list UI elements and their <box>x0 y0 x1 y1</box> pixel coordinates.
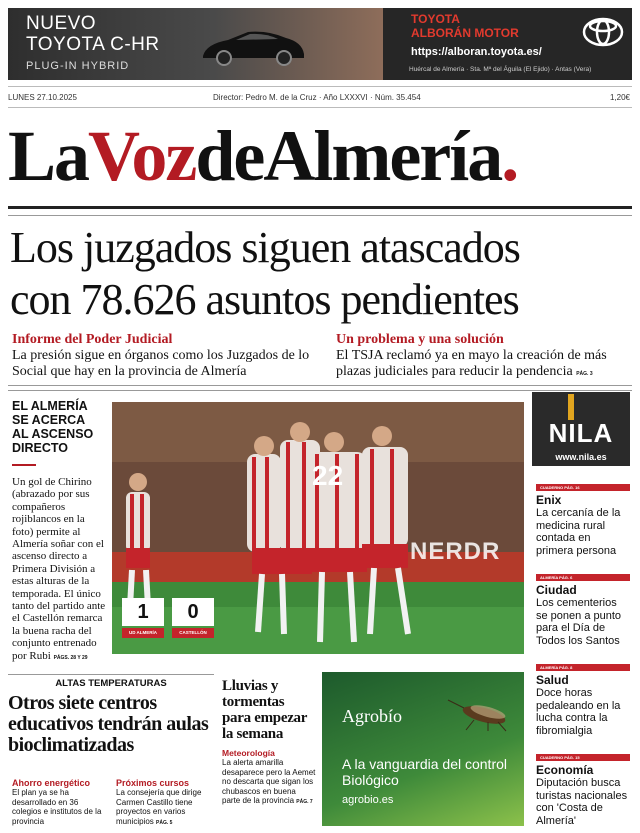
item-text: Los cementerios se ponen a punto para el Día de Todos los Santos <box>536 597 622 647</box>
ad-brand-line1: TOYOTA <box>411 12 460 26</box>
item-title: Salud <box>536 673 569 687</box>
issue-price: 1,20€ <box>609 93 630 102</box>
item-text: La cercanía de la medicina rural contada en primera persona <box>536 507 621 557</box>
main-headline-line2: con 78.626 asuntos pendientes <box>10 275 519 324</box>
nila-url[interactable]: www.nila.es <box>555 452 607 462</box>
divider <box>8 385 632 391</box>
sub2-kicker: Un problema y una solución <box>336 332 504 347</box>
ad-address: Huércal de Almería · Sta. Mª del Águila (El Ejido) · Antas (Vera) <box>409 66 592 73</box>
masthead-part1: La <box>8 116 89 196</box>
sub1-text: La presión sigue en órganos como los Juzgados de lo Social que hay en la provincia de Almería <box>12 348 310 379</box>
col2-text-wrap <box>116 788 212 828</box>
masthead-part4: Almería <box>263 116 502 196</box>
tower-icon <box>568 394 574 420</box>
sub2-text-wrap <box>336 348 632 382</box>
main-headline[interactable] <box>10 222 630 326</box>
rain-text: La alerta amarilla desaparece pero la Aemet no descarta que sigan los chubascos en buena parte de la provincia <box>222 758 316 805</box>
team-home: UD ALMERÍA <box>122 628 164 638</box>
subheadline-right[interactable] <box>336 332 632 382</box>
nila-ad[interactable] <box>532 392 630 466</box>
team-away: CASTELLÓN <box>172 628 214 638</box>
ad-model-line1: NUEVO <box>26 13 97 34</box>
agrobio-url[interactable]: agrobio.es <box>342 794 394 806</box>
score-home: 1 <box>122 598 164 626</box>
stadium-banner-text: NERDR <box>410 538 501 565</box>
col2-page-ref: PÁG. 5 <box>156 819 173 826</box>
accent-line <box>12 464 36 466</box>
ad-plugin-text: PLUG-IN HYBRID <box>26 60 130 72</box>
masthead-part2: Voz <box>88 116 196 196</box>
agrobio-logo: Agrobío <box>342 706 402 726</box>
ad-brand-line2: ALBORÁN MOTOR <box>411 26 519 40</box>
rain-story[interactable] <box>222 678 316 808</box>
insect-icon <box>444 698 520 732</box>
col1-text: El plan ya se ha desarrollado en 36 colegios e institutos de la provincia <box>12 788 102 826</box>
football-celebration-photo[interactable] <box>112 402 524 654</box>
rain-page-ref: PÁG. 7 <box>296 799 313 805</box>
agrobio-ad[interactable] <box>322 672 524 826</box>
toyota-ad-banner[interactable] <box>8 8 632 80</box>
sub2-page-ref: PÁG. 3 <box>576 371 593 377</box>
right-column-item[interactable] <box>536 664 630 737</box>
toyota-logo-icon <box>581 16 625 48</box>
car-image <box>198 26 308 66</box>
masthead-part3: de <box>195 116 264 196</box>
sport-headline[interactable]: EL ALMERÍA SE ACERCA AL ASCENSO DIRECTO <box>12 399 94 455</box>
col2-text: La consejería que dirige Carmen Castillo tiene proyectos en varios municipios <box>116 788 202 826</box>
jersey-number: 22 <box>312 460 344 491</box>
right-column-item[interactable] <box>536 574 630 647</box>
issue-info-bar <box>8 86 632 108</box>
rain-kicker: Meteorología <box>222 748 275 758</box>
rain-headline: Lluvias y tormentas para empezar la semana <box>222 678 307 742</box>
agrobio-tagline: A la vanguardia del control Biológico <box>342 756 507 788</box>
bottom-col-2 <box>116 778 212 828</box>
ad-model-line2: TOYOTA C-HR <box>26 34 160 55</box>
divider <box>8 206 632 216</box>
masthead-dot: . <box>501 116 518 196</box>
bottom-col-1 <box>12 778 108 826</box>
rain-text-wrap <box>222 758 316 808</box>
sub2-text: El TSJA reclamó ya en mayo la creación de más plazas judiciales para reducir la pendencia <box>336 348 607 379</box>
issue-director: Director: Pedro M. de la Cruz · Año LXXXVI · Núm. 35.454 <box>213 93 421 102</box>
bottom-kicker: ALTAS TEMPERATURAS <box>8 674 214 689</box>
sport-page-ref: PÁGS. 28 Y 29 <box>53 654 88 661</box>
nila-logo: NILA <box>548 418 614 448</box>
section-bar: ALMERÍA PÁG. 8 <box>536 664 630 671</box>
item-text: Diputación busca turistas nacionales con 'Costa de Almería' <box>536 777 628 827</box>
main-headline-line1: Los juzgados siguen atascados <box>10 223 520 272</box>
item-title: Enix <box>536 493 562 507</box>
col1-kicker: Ahorro energético <box>12 778 91 788</box>
sport-body-text: Un gol de Chirino (abrazado por sus compañeros rojiblancos en la foto) permite al Almería soñar con el ascenso directo a Primera División a estas alturas de la temporada. El único tanto del partido ante el Castellón remarca la buena racha del conjunto entrenado por Rubi <box>12 476 106 662</box>
bottom-headline: Otros siete centros educativos tendrán aulas bioclimatizadas <box>8 692 209 756</box>
bottom-story[interactable] <box>8 674 214 826</box>
subheadline-left[interactable] <box>12 332 312 380</box>
item-text: Doce horas pedaleando en la lucha contra la fibromialgia <box>536 687 621 737</box>
sport-body <box>12 476 108 664</box>
right-column-item[interactable] <box>536 484 630 557</box>
ad-url-link[interactable]: https://alboran.toyota.es/ <box>411 46 542 58</box>
ad-right-panel <box>383 8 632 80</box>
ad-left-panel <box>8 8 383 80</box>
sub1-kicker: Informe del Poder Judicial <box>12 332 173 347</box>
score-away: 0 <box>172 598 214 626</box>
masthead-logo[interactable] <box>8 116 632 196</box>
col2-kicker: Próximos cursos <box>116 778 190 788</box>
section-bar: CUADERNO PÁG. 15 <box>536 754 630 761</box>
section-bar: CUADERNO PÁG. 16 <box>536 484 630 491</box>
item-title: Ciudad <box>536 583 577 597</box>
right-column-item[interactable] <box>536 754 630 827</box>
section-bar: ALMERÍA PÁG. 6 <box>536 574 630 581</box>
item-title: Economía <box>536 763 594 777</box>
issue-date: LUNES 27.10.2025 <box>8 93 77 102</box>
